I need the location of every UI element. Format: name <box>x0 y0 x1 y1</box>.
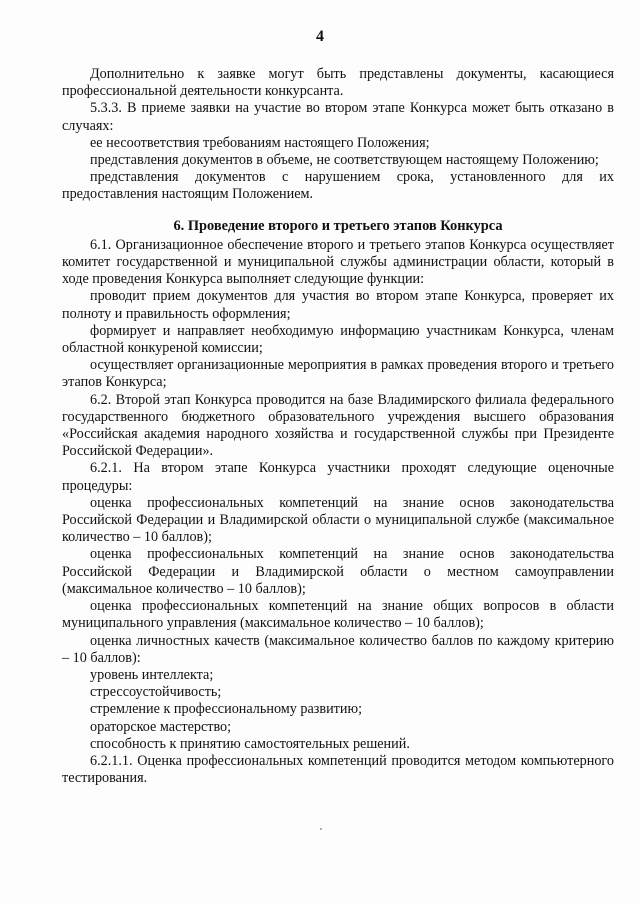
list-item-function: формирует и направляет необходимую информацию участникам Конкурса, членам областной конкуреной комиссии; <box>62 322 614 357</box>
list-item-criterion: стрессоустойчивость; <box>90 684 222 701</box>
paragraph-6-2-1: 6.2.1. На втором этапе Конкурса участники проходят следующие оценочные процедуры: <box>62 460 614 494</box>
list-item-procedure: оценка профессиональных компетенций на знание общих вопросов в области муниципального управления (максимальное количество – 10 баллов); <box>62 598 614 632</box>
list-item-function: осуществляет организационные мероприятия в рамках проведения второго и третьего этапов Конкурса; <box>62 357 614 391</box>
list-item-refusal-reason: представления документов с нарушением срока, установленного для их предоставления настоящим Положением. <box>62 169 614 203</box>
paragraph-5-3-3: 5.3.3. В приеме заявки на участие во втором этапе Конкурса может быть отказано в случаях: <box>62 100 614 134</box>
section-heading: 6. Проведение второго и третьего этапов Конкурса <box>173 217 503 234</box>
list-item-refusal-reason: представления документов в объеме, не соответствующем настоящему Положению; <box>90 152 599 169</box>
list-item-criterion: стремление к профессиональному развитию; <box>90 701 363 718</box>
list-item-refusal-reason: ее несоответствия требованиям настоящего Положения; <box>90 134 430 151</box>
list-item-function: проводит прием документов для участия во втором этапе Конкурса, проверяет их полноту и правильность оформления; <box>62 288 614 322</box>
page-number: 4 <box>316 28 324 45</box>
list-item-criterion: уровень интеллекта; <box>90 666 214 683</box>
paragraph-6-2-1-1: 6.2.1.1. Оценка профессиональных компетенций проводится методом компьютерного тестирования. <box>62 752 614 787</box>
list-item-procedure: оценка профессиональных компетенций на знание основ законодательства Российской Федерации и Владимирской области о муниципальной службе (максимальное количество – 10 баллов); <box>62 494 614 546</box>
document-body <box>62 66 614 787</box>
scan-dot <box>320 828 322 830</box>
list-item-criterion: ораторское мастерство; <box>90 718 232 735</box>
paragraph-6-1: 6.1. Организационное обеспечение второго и третьего этапов Конкурса осуществляет комитет государственной и муниципальной службы администрации области, который в ходе проведения Конкурса выполняет следующие функции: <box>62 236 614 288</box>
list-item-criterion: способность к принятию самостоятельных решений. <box>90 735 410 752</box>
list-item-procedure: оценка профессиональных компетенций на знание основ законодательства Российской Федерации и Владимирской области о местном самоуправлении (максимальное количество – 10 баллов); <box>62 546 614 597</box>
list-item-procedure: оценка личностных качеств (максимальное количество баллов по каждому критерию – 10 баллов): <box>62 632 614 666</box>
paragraph-additional-docs: Дополнительно к заявке могут быть представлены документы, касающиеся профессиональной деятельности конкурсанта. <box>62 66 614 100</box>
paragraph-6-2: 6.2. Второй этап Конкурса проводится на базе Владимирского филиала федерального государственного бюджетного образовательного учреждения высшего образования «Российская академия народного хозяйства и государственной службы при Президенте Российской Федерации». <box>62 391 614 460</box>
